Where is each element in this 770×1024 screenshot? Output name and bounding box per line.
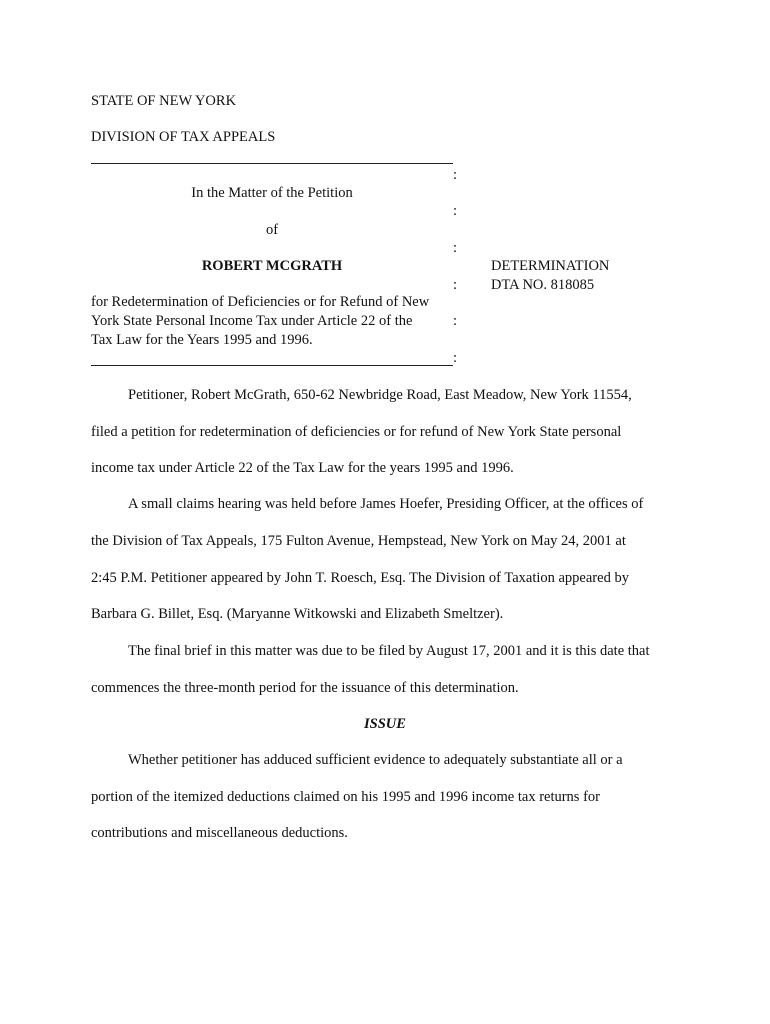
of-text: of <box>265 222 279 238</box>
caption-colon: : <box>453 350 458 366</box>
dta-number: DTA NO. 818085 <box>491 277 595 293</box>
body-line: Petitioner, Robert McGrath, 650-62 Newbridge Road, East Meadow, New York 11554, <box>128 387 632 403</box>
body-line: The final brief in this matter was due to be filed by August 17, 2001 and it is this date that <box>128 643 650 659</box>
purpose-line: for Redetermination of Deficiencies or for Refund of New <box>91 294 430 310</box>
body-line: A small claims hearing was held before James Hoefer, Presiding Officer, at the offices of <box>128 496 644 512</box>
state-heading: STATE OF NEW YORK <box>91 93 237 109</box>
issue-line: portion of the itemized deductions claimed on his 1995 and 1996 income tax returns for <box>91 789 600 805</box>
body-line: 2:45 P.M. Petitioner appeared by John T. Roesch, Esq. The Division of Taxation appeared by <box>91 570 629 586</box>
issue-line: contributions and miscellaneous deductions. <box>91 825 348 841</box>
caption-bottom-rule <box>91 365 453 366</box>
caption-colon: : <box>453 167 458 183</box>
caption-colon: : <box>453 240 458 256</box>
caption-colon: : <box>453 277 458 293</box>
determination-label: DETERMINATION <box>491 258 610 274</box>
body-line: commences the three-month period for the issuance of this determination. <box>91 680 519 696</box>
body-line: the Division of Tax Appeals, 175 Fulton Avenue, Hempstead, New York on May 24, 2001 at <box>91 533 626 549</box>
division-heading: DIVISION OF TAX APPEALS <box>91 129 276 145</box>
issue-heading: ISSUE <box>364 716 406 732</box>
body-line: Barbara G. Billet, Esq. (Maryanne Witkowski and Elizabeth Smeltzer). <box>91 606 504 622</box>
purpose-line: Tax Law for the Years 1995 and 1996. <box>91 332 313 348</box>
caption-colon: : <box>453 203 458 219</box>
in-the-matter-text: In the Matter of the Petition <box>191 185 353 201</box>
issue-line: Whether petitioner has adduced sufficient evidence to adequately substantiate all or a <box>128 752 623 768</box>
body-line: income tax under Article 22 of the Tax Law for the years 1995 and 1996. <box>91 460 514 476</box>
body-line: filed a petition for redetermination of deficiencies or for refund of New York State personal <box>91 424 622 440</box>
purpose-line: York State Personal Income Tax under Article 22 of the <box>91 313 413 329</box>
caption-colon: : <box>453 313 458 329</box>
petitioner-name: ROBERT MCGRATH <box>201 258 343 274</box>
caption-top-rule <box>91 163 453 164</box>
